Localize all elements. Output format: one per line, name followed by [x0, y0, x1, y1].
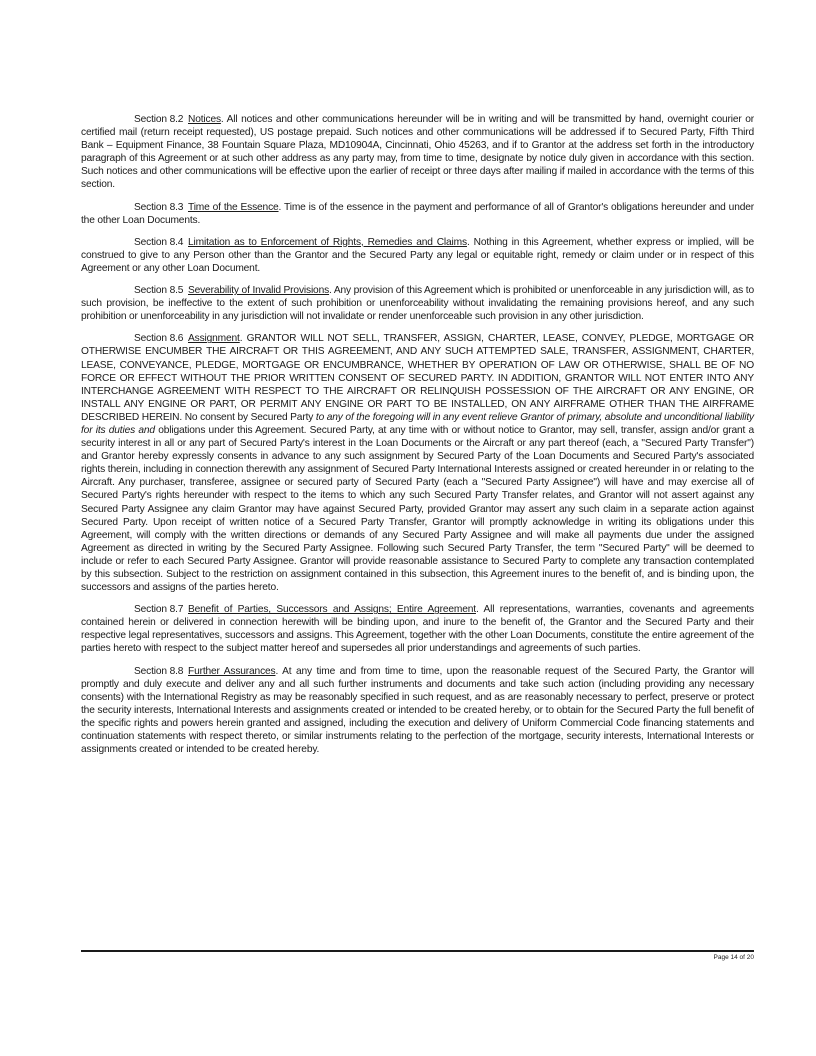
section-body-rest: obligations under this Agreement. Secured Party, at any time with or without notice to Grantor, may sell, transfer, assign and/or grant a security interest in all or any part of Secured Party's interest in the Loan Documents or the Aircraft or any part thereof (each, a "Secured Party Transfer") and Grantor hereby expressly consents in advance to any such assignment by Secured Party of the Loan Documents and Secured Party's associated rights therein, including in connection therewith any assignment of Secured Party International Interests assigned or created hereunder in or relating to the Aircraft. Any purchaser, transferee, assignee or secured party of Secured Party (each a "Secured Party Assignee") will have and may exercise all of Secured Party's rights hereunder with respect to the items to which any such Secured Party Transfer relates, and Grantor will not assert against any Secured Party Assignee any claim Grantor may have against Secured Party, provided Grantor may assert any such claim in a separate action against Secured Party. Upon receipt of written notice of a Secured Party Transfer, Grantor will promptly acknowledge in writing its obligations under this Agreement, will comply with the written directions or demands of any Secured Party Assignee and will make all payments due under the assigned Agreement as directed in writing by the Secured Party Assignee. Following such Secured Party Transfer, the term "Secured Party" will be deemed to include or refer to each Secured Party Assignee. Grantor will provide reasonable assistance to Secured Party to complete any transaction contemplated by this subsection. Subject to the restriction on assignment contained in this subsection, this Agreement inures to the benefit of, and is binding upon, the successors and assigns of the parties hereto. [81, 424, 754, 594]
page-number: Page 14 of 20 [713, 954, 754, 961]
section-8-6 [81, 332, 754, 594]
section-body-italic: to any of the foregoing will in any event relieve Grantor of primary, absolute and unconditional liability for its duties and [81, 411, 754, 436]
section-body-plain: No consent by Secured Party [182, 411, 316, 423]
section-number: Section 8.3 [134, 201, 184, 213]
section-number: Section 8.7 [134, 604, 184, 616]
section-body: . At any time and from time to time, upon the reasonable request of the Secured Party, the Grantor will promptly and duly execute and deliver any and all such further instruments and documents and take such action (including providing any necessary consents) with the International Registry as may be reasonably specified in such request, and as are reasonably necessary to perfect, preserve or protect the security interests, International Interests and assignments created or intended to be created hereby, or to obtain for the Secured Party the full benefit of the specific rights and powers herein granted and assigned, including the execution and delivery of Uniform Commercial Code financing statements and continuation statements with respect thereto, or similar instruments relating to the perfection of the mortgage, security interests, International Interests or assignments created or intended to be created hereby. [81, 665, 754, 756]
section-8-5 [81, 284, 754, 323]
footer-divider [81, 950, 754, 952]
section-number: Section 8.6 [134, 333, 184, 345]
section-title: Assignment [188, 333, 240, 345]
section-number: Section 8.4 [134, 236, 184, 248]
section-title: Limitation as to Enforcement of Rights, Remedies and Claims [188, 236, 467, 248]
section-8-7 [81, 603, 754, 655]
section-8-3 [81, 201, 754, 227]
section-8-4 [81, 236, 754, 275]
section-number: Section 8.2 [134, 114, 184, 125]
document-page [81, 113, 754, 765]
section-body-caps: . GRANTOR WILL NOT SELL, TRANSFER, ASSIGN, CHARTER, LEASE, CONVEY, PLEDGE, MORTGAGE OR OTHERWISE ENCUMBER THE AIRCRAFT OR THIS AGREEMENT, AND ANY SUCH ATTEMPTED SALE, TRANSFER, ASSIGNMENT, CHARTER, LEASE, CONVEYANCE, PLEDGE, MORTGAGE OR ENCUMBRANCE, WHETHER BY OPERATION OF LAW OR OTHERWISE, SHALL BE OF NO FORCE OR EFFECT WITHOUT THE PRIOR WRITTEN CONSENT OF SECURED PARTY. IN ADDITION, GRANTOR WILL NOT ENTER INTO ANY INTERCHANGE AGREEMENT WITH RESPECT TO THE AIRCRAFT OR RELINQUISH POSSESSION OF THE AIRCRAFT OR ANY ENGINE, OR INSTALL ANY ENGINE OR PART, OR PERMIT ANY ENGINE OR PART TO BE INSTALLED, ON ANY AIRFRAME OTHER THAN THE AIRFRAME DESCRIBED HEREIN. [81, 333, 754, 423]
section-number: Section 8.8 [134, 665, 184, 677]
section-number: Section 8.5 [134, 285, 184, 297]
section-title: Severability of Invalid Provisions [188, 285, 330, 297]
section-8-2 [81, 113, 754, 192]
section-8-8 [81, 665, 754, 757]
section-body: . Nothing in this Agreement, whether express or implied, will be construed to give to any Person other than the Grantor and the Secured Party any legal or equitable right, remedy or claim under or in respect of this Agreement or any other Loan Document. [81, 236, 754, 274]
section-body: . Any provision of this Agreement which is prohibited or unenforceable in any jurisdiction will, as to such provision, be ineffective to the extent of such prohibition or unenforceability without invalidating the remaining provisions hereof, and any such prohibition or unenforceability in any jurisdiction will not invalidate or render unenforceable such provision in any other jurisdiction. [81, 285, 754, 323]
section-title: Notices [188, 114, 221, 125]
section-title: Benefit of Parties, Successors and Assigns; Entire Agreement [188, 604, 476, 616]
section-body: . All representations, warranties, covenants and agreements contained herein or delivered in connection herewith will be binding upon, and inure to the benefit of, the Grantor and the Secured Party and their respective legal representatives, successors and assigns. This Agreement, together with the other Loan Documents, constitute the entire agreement of the parties hereto with respect to the subject matter hereof and supersedes all prior understandings and agreements of such parties. [81, 604, 754, 655]
section-body: . Time is of the essence in the payment and performance of all of Grantor's obligations hereunder and under the other Loan Documents. [81, 201, 754, 226]
section-body: . All notices and other communications hereunder will be in writing and will be transmitted by hand, overnight courier or certified mail (return receipt requested), US postage prepaid. Such notices and other communications will be addressed if to Secured Party, Fifth Third Bank – Equipment Finance, 38 Fountain Square Plaza, MD10904A, Cincinnati, Ohio 45263, and if to Grantor at the address set forth in the introductory paragraph of this Agreement or at such other address as any party may, from time to time, designate by notice duly given in accordance with this section. Such notices and other communications will be effective upon the earlier of receipt or three days after mailing if mailed in accordance with the terms of this section. [81, 114, 754, 191]
section-title: Time of the Essence [188, 201, 279, 213]
section-title: Further Assurances [188, 665, 276, 677]
